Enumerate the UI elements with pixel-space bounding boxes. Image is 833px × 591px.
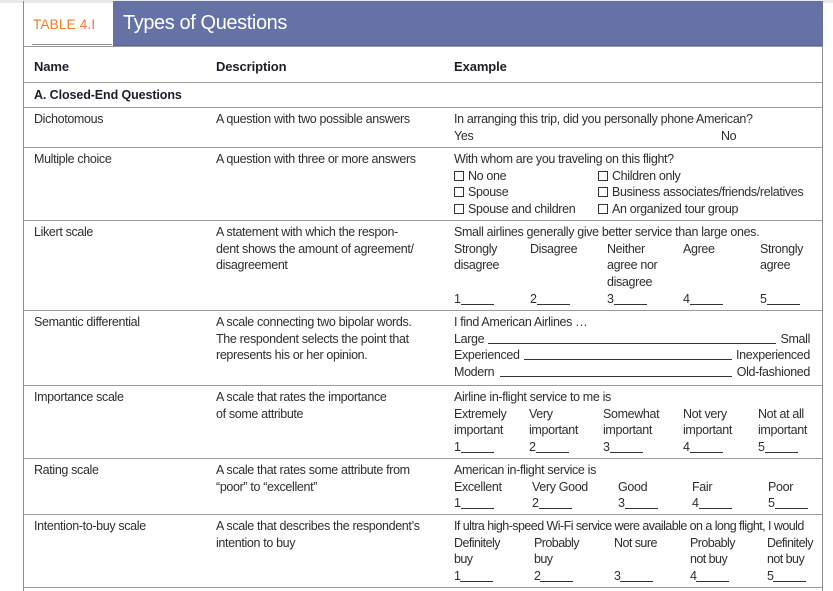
scale-blanks (454, 495, 820, 512)
checkbox-icon[interactable] (598, 171, 608, 181)
table-right-border (822, 1, 823, 591)
scale-labels (454, 406, 820, 439)
scale-label: Very important (529, 406, 578, 437)
blank-2[interactable]: 2 (529, 439, 569, 456)
table-row-rating-scale (24, 458, 822, 514)
choice-label: An organized tour group (612, 201, 739, 216)
row-description (216, 151, 441, 168)
row-name: Rating scale (34, 463, 99, 477)
example-question: If ultra high-speed Wi-Fi service were available on a long flight, I would (454, 519, 804, 533)
scale-label: Agree (683, 241, 715, 256)
scale-label: Not very important (683, 406, 732, 437)
row-description (216, 518, 441, 551)
table-row-multiple-choice (24, 147, 822, 220)
description-line: A question with three or more answers (216, 152, 416, 166)
checkbox-icon[interactable] (454, 187, 464, 197)
row-example (454, 151, 820, 217)
choice-label: No one (468, 168, 507, 183)
caption-divider (32, 44, 112, 45)
scale-labels (454, 535, 820, 568)
choice-spouse[interactable] (454, 184, 508, 201)
scale-label: Not sure (614, 535, 657, 550)
row-example (454, 314, 810, 380)
pole-left: Large (454, 331, 485, 346)
bipolar-pair (454, 364, 810, 381)
choice-line (454, 184, 820, 201)
row-example (454, 389, 820, 455)
section-row (24, 82, 822, 107)
description-line: intention to buy (216, 535, 296, 550)
option-no[interactable]: No (721, 128, 737, 143)
pole-right: Small (780, 331, 810, 346)
checkbox-icon[interactable] (598, 204, 608, 214)
scale-label: Good (618, 479, 648, 494)
row-description (216, 314, 441, 364)
example-question: With whom are you traveling on this flight? (454, 152, 674, 166)
description-line: dent shows the amount of agreement/ (216, 241, 414, 256)
blank-4[interactable]: 4 (690, 568, 729, 585)
row-example (454, 518, 820, 584)
example-question: Airline in-flight service to me is (454, 390, 611, 404)
row-name: Intention-to-buy scale (34, 519, 146, 533)
row-name: Dichotomous (34, 112, 104, 126)
choice-label: Spouse and children (468, 201, 576, 216)
choice-label: Business associates/friends/relatives (612, 185, 804, 199)
table-number: TABLE 4.I (33, 17, 96, 32)
example-question: In arranging this trip, did you personally phone American? (454, 112, 753, 126)
table-row-dichotomous (24, 107, 822, 147)
scale-label: Definitely buy (454, 535, 500, 566)
rating-line[interactable] (524, 359, 732, 360)
blank-1[interactable]: 1 (454, 568, 493, 585)
description-line: A scale that describes the respondent’s (216, 519, 420, 533)
row-example (454, 462, 820, 512)
row-name: Multiple choice (34, 152, 112, 166)
row-description (216, 462, 441, 495)
row-name: Semantic differential (34, 315, 140, 329)
blank-4[interactable]: 4 (683, 439, 723, 456)
row-example (454, 111, 820, 144)
description-line: The respondent selects the point that (216, 331, 409, 346)
column-header-name: Name (34, 59, 70, 74)
blank-1[interactable]: 1 (454, 495, 494, 512)
row-name: Importance scale (34, 390, 124, 404)
scale-label: Somewhat important (603, 406, 660, 437)
pole-right: Inexperienced (736, 348, 810, 362)
table-row-intention-to-buy (24, 514, 822, 588)
choice-spouse-and-children[interactable] (454, 201, 575, 218)
column-header-row (24, 46, 822, 82)
blank-2[interactable]: 2 (530, 291, 570, 308)
blank-3[interactable]: 3 (603, 439, 643, 456)
scale-labels (454, 479, 820, 496)
answer-options (454, 128, 820, 145)
example-question: I find American Airlines … (454, 315, 588, 329)
blank-5[interactable]: 5 (768, 495, 808, 512)
table-row-semantic-differential (24, 310, 822, 385)
scale-blanks (454, 568, 820, 585)
column-header-example: Example (454, 59, 507, 74)
blank-5[interactable]: 5 (760, 291, 800, 308)
scale-labels (454, 241, 820, 291)
choice-children-only[interactable] (598, 168, 680, 185)
choice-label: Spouse (468, 185, 509, 199)
description-line: A statement with which the respon- (216, 225, 398, 239)
blank-5[interactable]: 5 (767, 568, 806, 585)
pole-left: Modern (454, 364, 495, 379)
scale-label: Disagree (530, 241, 578, 256)
blank-4[interactable]: 4 (692, 495, 732, 512)
description-line: A scale that rates the importance (216, 390, 387, 404)
section-title: A. Closed-End Questions (34, 88, 182, 102)
scale-label: Probably buy (534, 535, 579, 566)
choice-label: Children only (612, 168, 681, 183)
scale-label: Neither agree nor disagree (607, 241, 658, 289)
scale-label: Definitely not buy (767, 535, 813, 566)
scale-blanks (454, 439, 820, 456)
choice-business-associates[interactable] (598, 184, 803, 201)
description-line: A question with two possible answers (216, 112, 410, 126)
row-example (454, 224, 820, 307)
example-question: American in-flight service is (454, 463, 596, 477)
pole-left: Experienced (454, 348, 520, 362)
scale-label: Probably not buy (690, 535, 735, 566)
pole-right: Old-fashioned (736, 364, 810, 379)
row-description (216, 224, 441, 274)
blank-1[interactable]: 1 (454, 439, 494, 456)
table-row-likert-scale (24, 220, 822, 310)
description-line: A scale that rates some attribute from (216, 463, 410, 477)
scale-blanks (454, 291, 820, 308)
choice-no-one[interactable] (454, 168, 506, 185)
description-line: of some attribute (216, 406, 304, 421)
row-name: Likert scale (34, 225, 94, 239)
scale-label: Strongly disagree (454, 241, 500, 272)
scale-label: Excellent (454, 479, 502, 494)
scale-label: Strongly agree (760, 241, 804, 272)
row-description (216, 111, 441, 128)
choice-line (454, 168, 820, 185)
table-caption (23, 1, 823, 46)
bipolar-pair (454, 331, 810, 348)
blank-3[interactable]: 3 (614, 568, 653, 585)
description-line: A scale connecting two bipolar words. (216, 315, 412, 329)
blank-4[interactable]: 4 (683, 291, 723, 308)
choice-tour-group[interactable] (598, 201, 738, 218)
description-line: represents his or her opinion. (216, 348, 368, 362)
description-line: disagreement (216, 258, 288, 272)
blank-2[interactable]: 2 (532, 495, 572, 512)
scale-label: Extremely important (454, 406, 507, 437)
blank-3[interactable]: 3 (618, 495, 658, 512)
table-row-importance-scale (24, 385, 822, 458)
option-yes[interactable]: Yes (454, 128, 474, 143)
bipolar-pair (454, 347, 810, 364)
blank-2[interactable]: 2 (534, 568, 573, 585)
scale-label: Poor (768, 479, 794, 494)
description-line: “poor” to “excellent” (216, 479, 318, 494)
scale-label: Not at all important (758, 406, 807, 437)
blank-5[interactable]: 5 (758, 439, 798, 456)
column-header-description: Description (216, 59, 287, 74)
choice-line (454, 201, 820, 218)
table-title: Types of Questions (123, 12, 288, 34)
blank-1[interactable]: 1 (454, 291, 494, 308)
blank-3[interactable]: 3 (607, 291, 647, 308)
row-description (216, 389, 441, 422)
rating-line[interactable] (500, 376, 732, 377)
scale-label: Fair (692, 479, 713, 494)
example-question: Small airlines generally give better service than large ones. (454, 225, 760, 239)
rating-line[interactable] (488, 343, 776, 344)
scale-label: Very Good (532, 479, 588, 494)
title-band (113, 1, 823, 46)
checkbox-icon[interactable] (598, 187, 608, 197)
checkbox-icon[interactable] (454, 171, 464, 181)
checkbox-icon[interactable] (454, 204, 464, 214)
